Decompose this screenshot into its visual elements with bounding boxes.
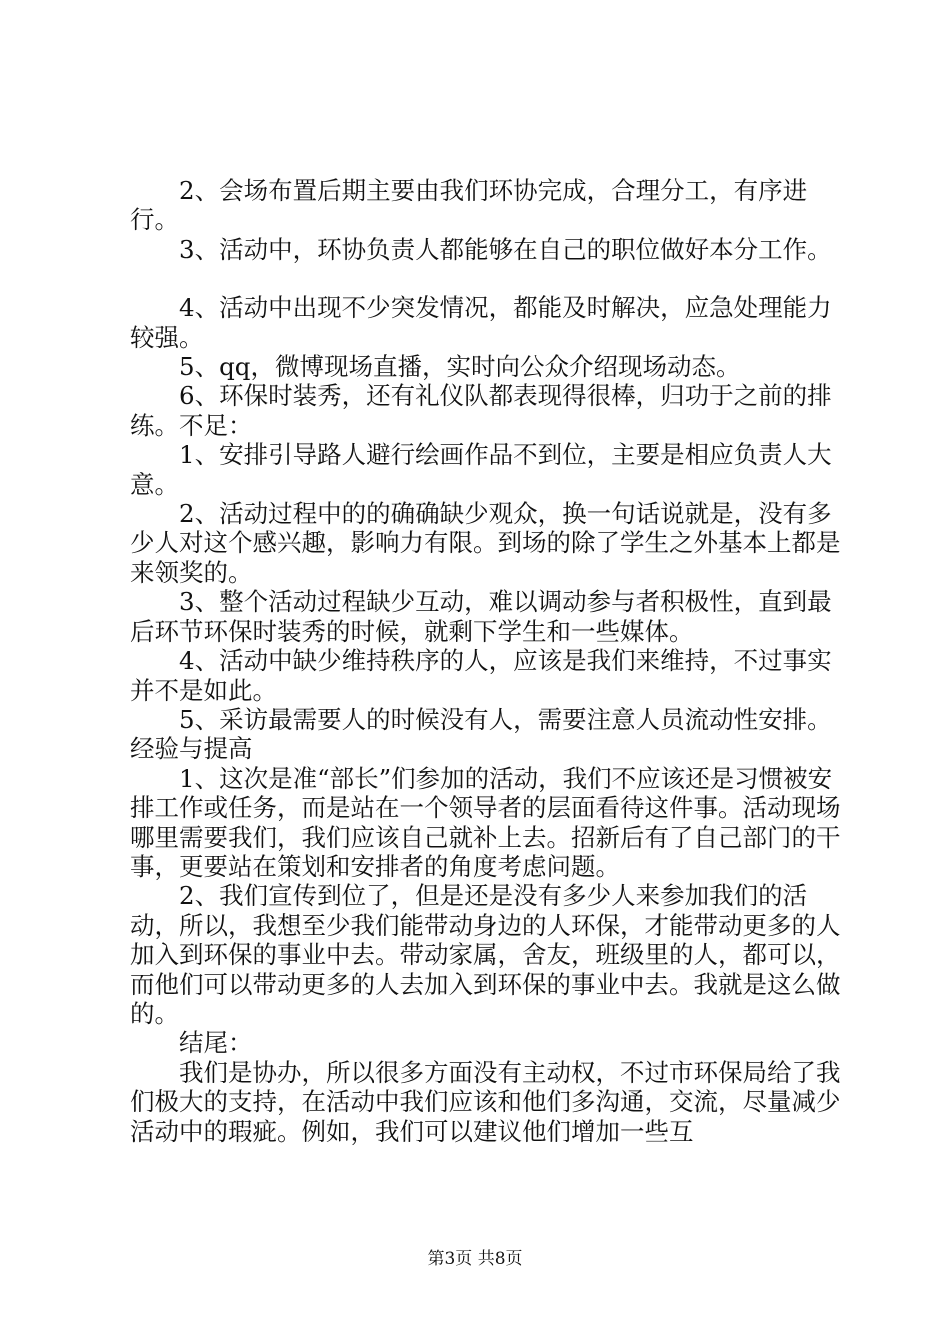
paragraph: 2、活动过程中的的确确缺少观众，换一句话说就是，没有多少人对这个感兴趣，影响力有限。到场的除了学生之外基本上都是来领奖的。 [130,499,841,587]
document-body [130,176,850,1146]
paragraph: 3、整个活动过程缺少互动，难以调动参与者积极性，直到最后环节环保时装秀的时候，就剩下学生和一些媒体。 [130,587,832,646]
paragraph: 3、活动中，环协负责人都能够在自己的职位做好本分工作。 [179,234,832,264]
paragraph-gap [130,264,850,293]
paragraph: 5、qq，微博现场直播，实时向公众介绍现场动态。 [179,352,741,382]
paragraph: 1、这次是准“部长”们参加的活动，我们不应该还是习惯被安排工作或任务，而是站在一个领导者的层面看待这件事。活动现场哪里需要我们，我们应该自己就补上去。招新后有了自己部门的干事，更要站在策划和安排者的角度考虑问题。 [130,763,841,881]
paragraph: 5、采访最需要人的时候没有人，需要注意人员流动性安排。经验与提高 [130,704,832,764]
page-number-label: 第3页 共8页 [427,1249,523,1269]
page-footer [0,1244,950,1269]
paragraph: 4、活动中出现不少突发情况，都能及时解决，应急处理能力较强。 [130,293,832,352]
paragraph: 我们是协办，所以很多方面没有主动权，不过市环保局给了我们极大的支持，在活动中我们应该和他们多沟通，交流，尽量减少活动中的瑕疵。例如，我们可以建议他们增加一些互 [130,1057,841,1146]
section-heading: 结尾： [179,1028,253,1058]
paragraph: 2、会场布置后期主要由我们环协完成，合理分工，有序进行。 [130,176,808,235]
paragraph: 6、环保时装秀，还有礼仪队都表现得很棒，归功于之前的排练。不足： [130,381,832,440]
paragraph: 1、安排引导路人避行绘画作品不到位，主要是相应负责人大意。 [130,440,832,499]
paragraph: 4、活动中缺少维持秩序的人，应该是我们来维持，不过事实并不是如此。 [130,646,832,705]
paragraph: 2、我们宣传到位了，但是还是没有多少人来参加我们的活动，所以，我想至少我们能带动身边的人环保，才能带动更多的人加入到环保的事业中去。带动家属，舍友，班级里的人，都可以，而他们可以带动更多的人去加入到环保的事业中去。我就是这么做的。 [130,881,841,1028]
